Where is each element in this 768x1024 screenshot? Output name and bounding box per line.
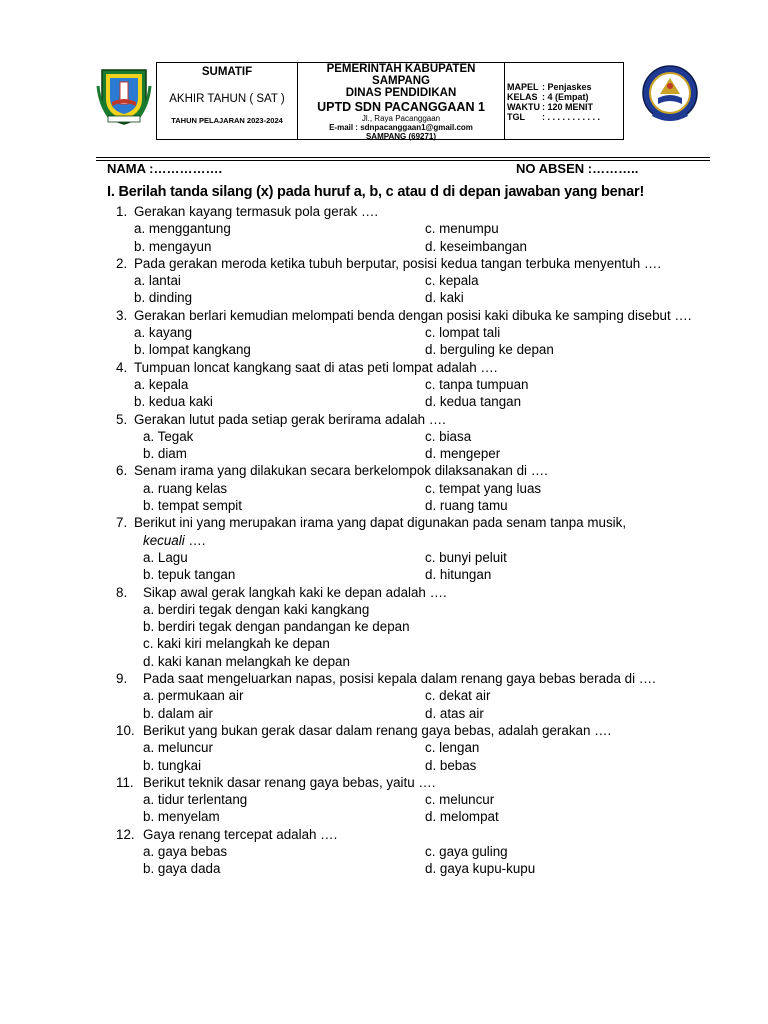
department-line: DINAS PENDIDIKAN	[345, 87, 457, 99]
answer-options	[116, 843, 698, 878]
question-item	[116, 255, 698, 307]
question-text	[116, 307, 698, 324]
info-label: KELAS	[507, 92, 538, 102]
question-text	[116, 514, 698, 549]
question-text	[116, 255, 698, 272]
question-text	[116, 203, 698, 220]
gov-line-1: PEMERINTAH KABUPATEN	[326, 63, 476, 75]
answer-option-b[interactable]: b. gaya dada	[143, 861, 221, 877]
answer-option[interactable]: a. berdiri tegak dengan kaki kangkang	[143, 601, 370, 617]
answer-option-c[interactable]: c. tanpa tumpuan	[425, 376, 529, 392]
answer-option-d[interactable]: d. atas air	[425, 705, 484, 721]
question-item	[116, 774, 698, 826]
answer-option-b[interactable]: b. tungkai	[143, 757, 202, 773]
question-text-main: Gerakan lutut pada setiap gerak berirama adalah ….	[134, 411, 446, 427]
info-row	[507, 102, 602, 112]
question-text-main: Gerakan berlari kemudian melompati benda dengan posisi kaki dibuka ke samping disebut ….	[134, 307, 692, 323]
gov-line-2: SAMPANG	[372, 75, 430, 87]
answer-option[interactable]: d. kaki kanan melangkah ke depan	[143, 653, 350, 669]
answer-option-a[interactable]: a. Tegak	[143, 428, 194, 444]
info-row	[507, 112, 602, 122]
school-city: SAMPANG (69271)	[365, 132, 437, 141]
subject-info-box	[504, 62, 624, 140]
question-text-main: Tumpuan loncat kangkang saat di atas peti lompat adalah ….	[134, 359, 498, 375]
question-number: 2.	[116, 255, 128, 271]
question-text	[116, 462, 698, 479]
answer-option-a[interactable]: a. ruang kelas	[143, 480, 228, 496]
answer-option-d[interactable]: d. gaya kupu-kupu	[425, 861, 536, 877]
answer-option-d[interactable]: d. hitungan	[425, 567, 492, 583]
answer-option-c[interactable]: c. kepala	[425, 273, 479, 289]
school-email: E-mail : sdnpacanggaan1@gmail.com	[329, 123, 473, 132]
subject-info-table	[507, 82, 602, 122]
question-item	[116, 826, 698, 878]
info-row	[507, 82, 602, 92]
exam-period-label: AKHIR TAHUN ( SAT )	[169, 93, 285, 105]
info-value: : 120 MENIT	[542, 102, 594, 112]
question-text-tail: ….	[184, 532, 206, 548]
question-item	[116, 203, 698, 255]
answer-option-a[interactable]: a. kepala	[134, 376, 189, 392]
question-number: 8.	[116, 584, 128, 600]
exam-type-label: SUMATIF	[201, 66, 253, 78]
answer-option-b[interactable]: b. menyelam	[143, 809, 220, 825]
question-number: 4.	[116, 359, 128, 375]
question-text-emphasis: kecuali	[143, 532, 185, 548]
question-text	[116, 774, 698, 791]
question-number: 1.	[116, 204, 128, 219]
question-text-main: Gaya renang tercepat adalah ….	[143, 826, 338, 842]
question-number: 7.	[116, 515, 128, 531]
student-name-field[interactable]: NAMA :…………….	[107, 161, 223, 176]
question-number: 6.	[116, 463, 128, 479]
question-number: 12.	[116, 826, 135, 842]
header-divider-top	[96, 157, 710, 158]
school-info-box	[297, 62, 505, 140]
answer-option-c[interactable]: c. lengan	[425, 740, 480, 756]
question-text	[116, 670, 698, 687]
info-value: : . . . . . . . . . . .	[542, 112, 601, 122]
answer-option-c[interactable]: c. dekat air	[425, 688, 491, 704]
answer-option-b[interactable]: b. tempat sempit	[143, 498, 242, 514]
answer-option-a[interactable]: a. gaya bebas	[143, 843, 228, 859]
answer-option-b[interactable]: b. dinding	[134, 290, 193, 306]
info-value: : 4 (Empat)	[542, 92, 589, 102]
question-text-main: Berikut yang bukan gerak dasar dalam renang gaya bebas, adalah gerakan ….	[143, 722, 612, 738]
info-label: MAPEL	[507, 82, 539, 92]
answer-option-b[interactable]: b. diam	[143, 446, 187, 462]
answer-options	[116, 324, 698, 359]
school-address: Jl., Raya Pacanggaan	[361, 114, 441, 123]
question-number: 3.	[116, 307, 128, 323]
answer-options	[116, 376, 698, 411]
answer-option-c[interactable]: c. tempat yang luas	[425, 480, 542, 496]
answer-option-d[interactable]: d. berguling ke depan	[425, 342, 554, 358]
exam-title-box	[156, 62, 298, 140]
answer-options	[116, 739, 698, 774]
school-name: UPTD SDN PACANGGAAN 1	[317, 100, 485, 114]
answer-options	[116, 480, 698, 515]
question-number: 11.	[116, 774, 134, 790]
answer-options	[116, 272, 698, 307]
answer-option-a[interactable]: a. meluncur	[143, 740, 213, 756]
question-item	[116, 584, 698, 670]
question-item	[116, 307, 698, 359]
answer-option-a[interactable]: a. Lagu	[143, 549, 188, 565]
question-text	[116, 722, 698, 739]
answer-option-a[interactable]: a. menggantung	[134, 221, 231, 237]
answer-options	[116, 428, 698, 463]
info-row	[507, 92, 602, 102]
answer-option-c[interactable]: c. menumpu	[425, 221, 499, 237]
question-number: 9.	[116, 671, 128, 687]
question-text-main: Sikap awal gerak langkah kaki ke depan adalah ….	[143, 584, 447, 600]
academic-year-label: TAHUN PELAJARAN 2023-2024	[171, 116, 283, 125]
question-text-main: Senam irama yang dilakukan secara berkelompok dilaksanakan di ….	[134, 463, 548, 479]
answer-option-a[interactable]: a. lantai	[134, 273, 181, 289]
answer-option-d[interactable]: d. kedua tangan	[425, 394, 522, 410]
answer-option-b[interactable]: b. lompat kangkang	[134, 342, 251, 358]
question-text-main: Pada gerakan meroda ketika tubuh berputar, posisi kedua tangan terbuka menyentuh ….	[134, 255, 662, 271]
answer-option-b[interactable]: b. tepuk tangan	[143, 567, 236, 583]
answer-option-d[interactable]: d. keseimbangan	[425, 238, 527, 254]
answer-option[interactable]: b. berdiri tegak dengan pandangan ke depan	[143, 619, 410, 635]
question-item	[116, 722, 698, 774]
info-value: : Penjaskes	[542, 82, 592, 92]
info-label: WAKTU	[507, 102, 540, 112]
regency-emblem-logo	[96, 66, 152, 126]
answer-option-b[interactable]: b. dalam air	[143, 705, 213, 721]
question-text-main: Berikut teknik dasar renang gaya bebas, yaitu ….	[143, 774, 436, 790]
answer-option-a[interactable]: a. permukaan air	[143, 688, 244, 704]
answer-option-a[interactable]: a. kayang	[134, 325, 193, 341]
answer-option-d[interactable]: d. mengeper	[425, 446, 501, 462]
question-number: 5.	[116, 411, 128, 427]
answer-option-d[interactable]: d. ruang tamu	[425, 498, 508, 514]
question-item	[116, 411, 698, 463]
answer-option-c[interactable]: c. bunyi peluit	[425, 549, 507, 565]
answer-option-b[interactable]: b. mengayun	[134, 238, 212, 254]
answer-option-d[interactable]: d. melompat	[425, 809, 499, 825]
question-number: 10.	[116, 722, 135, 738]
question-text-main: Berikut ini yang merupakan irama yang dapat digunakan pada senam tanpa musik,	[134, 515, 627, 531]
answer-options	[116, 791, 698, 826]
question-item	[116, 359, 698, 411]
answer-option-d[interactable]: d. bebas	[425, 757, 477, 773]
answer-option-c[interactable]: c. lompat tali	[425, 325, 501, 341]
answer-option-d[interactable]: d. kaki	[425, 290, 464, 306]
question-item	[116, 514, 698, 583]
answer-options	[116, 687, 698, 722]
answer-options	[116, 549, 698, 584]
student-number-field[interactable]: NO ABSEN :………..	[516, 161, 639, 176]
answer-option-b[interactable]: b. kedua kaki	[134, 394, 213, 410]
answer-option-c[interactable]: c. gaya guling	[425, 843, 508, 859]
answer-option-c[interactable]: c. meluncur	[425, 792, 495, 808]
answer-option-c[interactable]: c. biasa	[425, 428, 472, 444]
answer-option-a[interactable]: a. tidur terlentang	[143, 792, 248, 808]
answer-option[interactable]: c. kaki kiri melangkah ke depan	[143, 636, 330, 652]
school-emblem-logo	[638, 64, 702, 126]
answer-options	[116, 220, 698, 255]
answer-options	[116, 601, 698, 670]
question-item	[116, 670, 698, 722]
section-instruction: I. Berilah tanda silang (x) pada huruf a, b, c atau d di depan jawaban yang benar!	[107, 184, 645, 200]
question-text	[116, 584, 698, 601]
question-text	[116, 411, 698, 428]
question-text-main: Pada saat mengeluarkan napas, posisi kepala dalam renang gaya bebas berada di ….	[143, 671, 656, 687]
info-label: TGL	[507, 112, 525, 122]
question-text	[116, 359, 698, 376]
question-item	[116, 462, 698, 514]
question-text-main: Gerakan kayang termasuk pola gerak ….	[134, 204, 379, 219]
question-text	[116, 826, 698, 843]
question-list	[116, 203, 698, 878]
